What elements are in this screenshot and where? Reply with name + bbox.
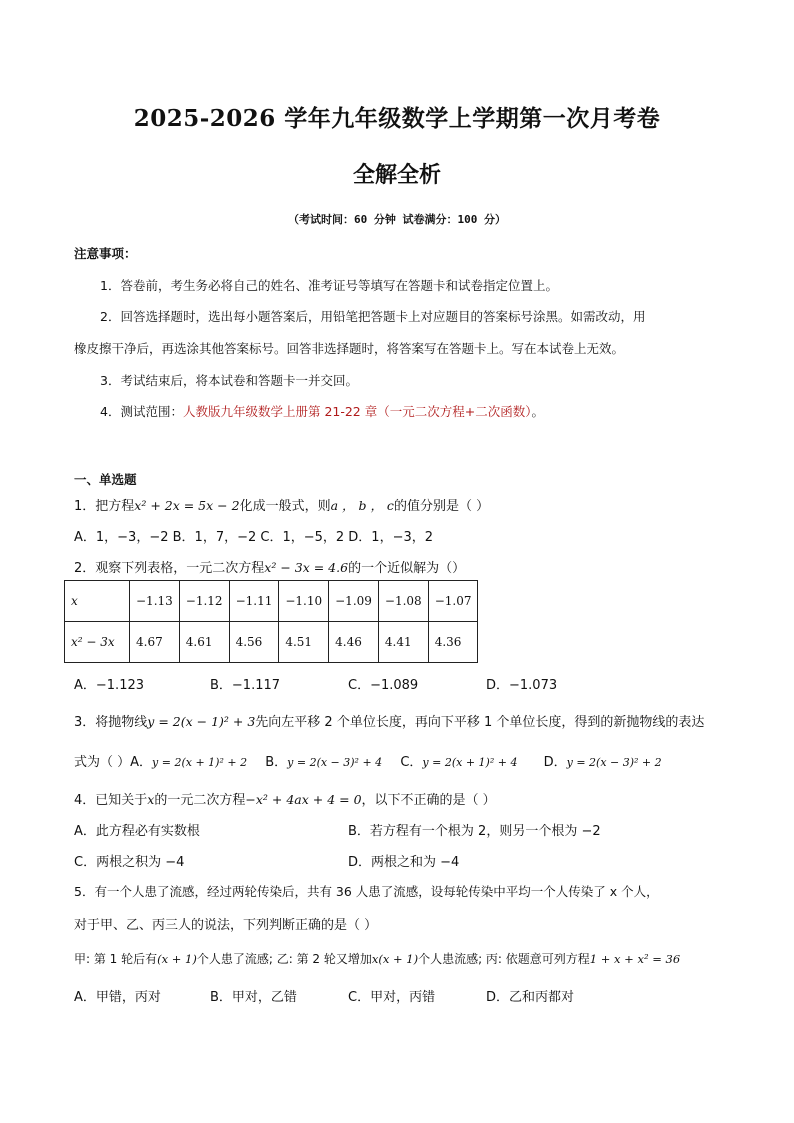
q3-equation: y = 2(x − 1)² + 3 — [147, 714, 256, 729]
question-5-line1: 5．有一个人患了流感，经过两轮传染后，共有 36 人患了流感，设每轮传染中平均一个人传染了 x 个人， — [74, 884, 659, 899]
q1-equation: x² + 2x = 5x − 2 — [134, 498, 240, 513]
table-cell: −1.08 — [378, 581, 428, 622]
q4-text-a: 4．已知关于 — [74, 793, 148, 808]
table-cell: 4.36 — [428, 622, 478, 663]
notice-heading: 注意事项： — [74, 246, 137, 261]
q5-option-b: B．甲对，乙错 — [210, 990, 297, 1005]
q4-text-b: 的一元二次方程 — [154, 793, 246, 808]
q3-option-a: y = 2(x + 1)² + 2 — [152, 756, 248, 769]
notice-item-2-line2: 橡皮擦干净后，再选涂其他答案标号。回答非选择题时，将答案写在答题卡上。写在本试卷上无效。 — [74, 341, 625, 356]
notice-item-1: 1．答卷前，考生务必将自己的姓名、准考证号等填写在答题卡和试卷指定位置上。 — [100, 278, 558, 293]
question-3-options — [74, 751, 662, 770]
question-5-line2: 对于甲、乙、丙三人的说法，下列判断正确的是（ ） — [74, 918, 378, 933]
q3-label-c: C． — [400, 755, 423, 770]
section-title: 一、单选题 — [74, 472, 137, 487]
question-3-stem — [74, 711, 704, 730]
q4-equation: −x² + 4ax + 4 = 0 — [245, 792, 362, 807]
q3-label-d: D． — [543, 755, 567, 770]
q2-option-c: C．−1.089 — [348, 678, 419, 693]
question-5-line3 — [74, 950, 680, 967]
q5-expr-1: (x + 1) — [157, 952, 197, 966]
q1-text-a: 1．把方程 — [74, 499, 135, 514]
q5-expr-3: 1 + x + x² = 36 — [589, 952, 681, 966]
q3-text-a: 3．将抛物线 — [74, 715, 148, 730]
q4-option-b: B．若方程有一个根为 2，则另一个根为 −2 — [348, 824, 601, 839]
q2-option-d: D．−1.073 — [486, 678, 558, 693]
q5-option-a: A．甲错，丙对 — [74, 990, 161, 1005]
page-subtitle: 全解全析 — [352, 162, 441, 188]
question-4-stem — [74, 789, 496, 808]
q2-text-a: 2．观察下列表格，一元二次方程 — [74, 561, 265, 576]
q5-option-d: D．乙和丙都对 — [486, 990, 575, 1005]
q5-text-b: 个人患了流感; 乙: 第 2 轮又增加 — [196, 952, 372, 966]
notice-item-4-suffix: 。 — [531, 404, 544, 419]
page-title: 2025-2026 学年九年级数学上学期第一次月考卷 — [133, 105, 661, 132]
table-cell: −1.12 — [179, 581, 229, 622]
table-cell: −1.09 — [329, 581, 379, 622]
table-cell: −1.11 — [229, 581, 279, 622]
notice-item-3: 3．考试结束后，将本试卷和答题卡一并交回。 — [100, 373, 358, 388]
notice-item-4-prefix: 4．测试范围： — [100, 404, 183, 419]
q4-text-c: ，以下不正确的是（ ） — [361, 793, 496, 808]
q1-variables: a ， b ， c — [330, 498, 394, 513]
notice-item-4 — [100, 402, 544, 420]
q1-text-b: 化成一般式，则 — [239, 499, 331, 514]
q1-text-c: 的值分别是（ ） — [393, 499, 490, 514]
table-cell: 4.61 — [179, 622, 229, 663]
q3-option-d: y = 2(x − 3)² + 2 — [566, 756, 662, 769]
q4-option-c: C．两根之积为 −4 — [74, 855, 185, 870]
q2-option-b: B．−1.117 — [210, 678, 281, 693]
table-cell: 4.46 — [329, 622, 379, 663]
question-1-options: A．1，−3，−2 B．1，7，−2 C．1，−5，2 D．1，−3，2 — [74, 530, 434, 545]
q3-label-b: B． — [265, 755, 288, 770]
q4-option-a: A．此方程必有实数根 — [74, 824, 200, 839]
q5-option-c: C．甲对，丙错 — [348, 990, 436, 1005]
q5-expr-2: x(x + 1) — [371, 952, 419, 966]
q2-table — [64, 580, 478, 663]
q4-variable: x — [147, 792, 155, 807]
table-cell: 4.56 — [229, 622, 279, 663]
table-cell: x² − 3x — [65, 622, 130, 663]
q2-option-a: A．−1.123 — [74, 678, 145, 693]
table-cell: −1.10 — [279, 581, 329, 622]
q3-text-b: 先向左平移 2 个单位长度，再向下平移 1 个单位长度，得到的新抛物线的表达 — [255, 715, 705, 730]
question-2-stem — [74, 557, 465, 576]
table-cell: −1.07 — [428, 581, 478, 622]
q5-text-a: 甲: 第 1 轮后有 — [74, 952, 158, 966]
q5-text-c: 个人患流感; 丙: 依题意可列方程 — [418, 952, 590, 966]
table-cell: x — [65, 581, 130, 622]
table-cell: 4.41 — [378, 622, 428, 663]
table-cell: 4.67 — [130, 622, 180, 663]
q4-option-d: D．两根之和为 −4 — [348, 855, 460, 870]
q3-text-line2: 式为（ ）A． — [74, 755, 153, 770]
table-cell: 4.51 — [279, 622, 329, 663]
q2-text-b: 的一个近似解为（） — [348, 561, 466, 576]
q2-equation: x² − 3x = 4.6 — [264, 560, 349, 575]
exam-info: （考试时间：60 分钟 试卷满分：100 分） — [288, 213, 506, 226]
q3-option-b: y = 2(x − 3)² + 4 — [287, 756, 383, 769]
notice-item-2-line1: 2．回答选择题时，选出每小题答案后，用铅笔把答题卡上对应题目的答案标号涂黑。如需改动，用 — [100, 309, 646, 324]
table-row — [65, 581, 478, 622]
table-row — [65, 622, 478, 663]
q3-option-c: y = 2(x + 1)² + 4 — [422, 756, 518, 769]
test-range: 人教版九年级数学上册第 21-22 章（一元二次方程+二次函数） — [182, 404, 532, 419]
table-cell: −1.13 — [130, 581, 180, 622]
question-1-stem — [74, 495, 489, 514]
